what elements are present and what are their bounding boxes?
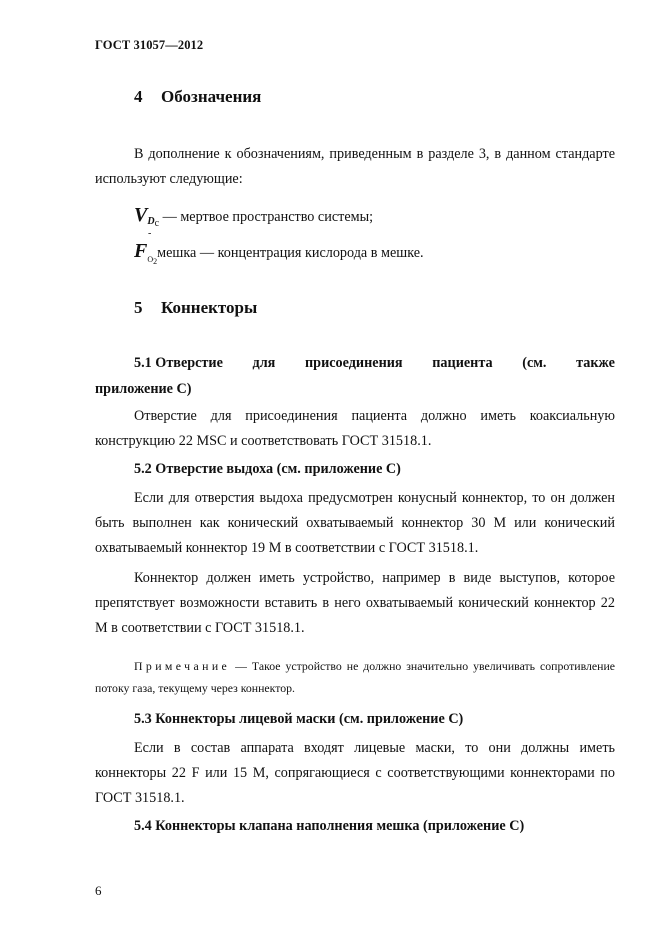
- subsection-5-1-heading-line2: приложение С): [95, 381, 192, 397]
- heading-word: (см.: [522, 355, 547, 371]
- section-5-number: 5: [134, 298, 143, 317]
- subsection-5-2-body-2: Коннектор должен иметь устройство, например в виде выступов, которое препятствует возможности вставить в него охватываемый конический коннектор 22 М в соответствии с ГОСТ 31518.1.: [95, 570, 615, 636]
- symbol-subscript: O: [147, 255, 154, 264]
- subsection-5-4-heading: 5.4 Коннекторы клапана наполнения мешка (приложение С): [134, 818, 525, 834]
- heading-word: также: [576, 355, 615, 371]
- note: [95, 655, 615, 699]
- note-text: — Такое устройство не должно значительно увеличивать сопротивление потоку газа, текущему через коннектор.: [95, 659, 615, 695]
- heading-word: 5.1 Отверстие: [134, 355, 223, 371]
- section-4-number: 4: [134, 87, 143, 106]
- subsection-5-1-heading-line1: [134, 355, 615, 372]
- section-4-heading: [134, 87, 261, 107]
- standard-header: ГОСТ 31057—2012: [95, 38, 204, 52]
- heading-word: присоединения: [305, 355, 403, 371]
- symbol-oxygen-concentration: [134, 228, 424, 266]
- page-number: 6: [95, 883, 102, 898]
- symbol-overbar: -: [148, 228, 152, 239]
- symbol-definition: — мертвое пространство системы;: [162, 209, 374, 225]
- section-4-title: Обозначения: [161, 87, 262, 106]
- symbol-suffix: мешка: [157, 245, 197, 261]
- subsection-5-2-heading: 5.2 Отверстие выдоха (см. приложение С): [134, 461, 401, 477]
- heading-word: пациента: [432, 355, 493, 371]
- symbol-subscript-2: c: [154, 218, 160, 229]
- section-5-heading: [134, 298, 257, 318]
- subsection-5-2-body-1: Если для отверстия выдоха предусмотрен конусный коннектор, то он должен быть выполнен как конический охватываемый коннектор 30 М или конический охватываемый коннектор 19 М в соответствии с ГОСТ 31518.1.: [95, 490, 615, 556]
- section-5-title: Коннекторы: [161, 298, 258, 317]
- symbol-subscript-2: 2: [153, 257, 158, 266]
- symbol-dead-space: [134, 204, 373, 227]
- heading-word: для: [252, 355, 276, 371]
- subsection-5-1-body: Отверстие для присоединения пациента должно иметь коаксиальную конструкцию 22 MSC и соответствовать ГОСТ 31518.1.: [95, 408, 615, 449]
- subsection-5-3-body: Если в состав аппарата входят лицевые маски, то они должны иметь коннекторы 22 F или 15 М, сопрягающиеся с соответствующими коннекторами по ГОСТ 31518.1.: [95, 740, 615, 806]
- symbol-letter: F: [134, 240, 148, 262]
- subsection-5-3-heading: 5.3 Коннекторы лицевой маски (см. приложение С): [134, 711, 464, 727]
- section-4-intro: В дополнение к обозначениям, приведенным в разделе 3, в данном стандарте используют следующие:: [95, 146, 615, 187]
- symbol-subscript: D: [147, 216, 155, 227]
- symbol-definition: — концентрация кислорода в мешке.: [199, 245, 424, 261]
- symbol-letter: V: [134, 204, 148, 226]
- note-label: Примечание: [134, 659, 231, 673]
